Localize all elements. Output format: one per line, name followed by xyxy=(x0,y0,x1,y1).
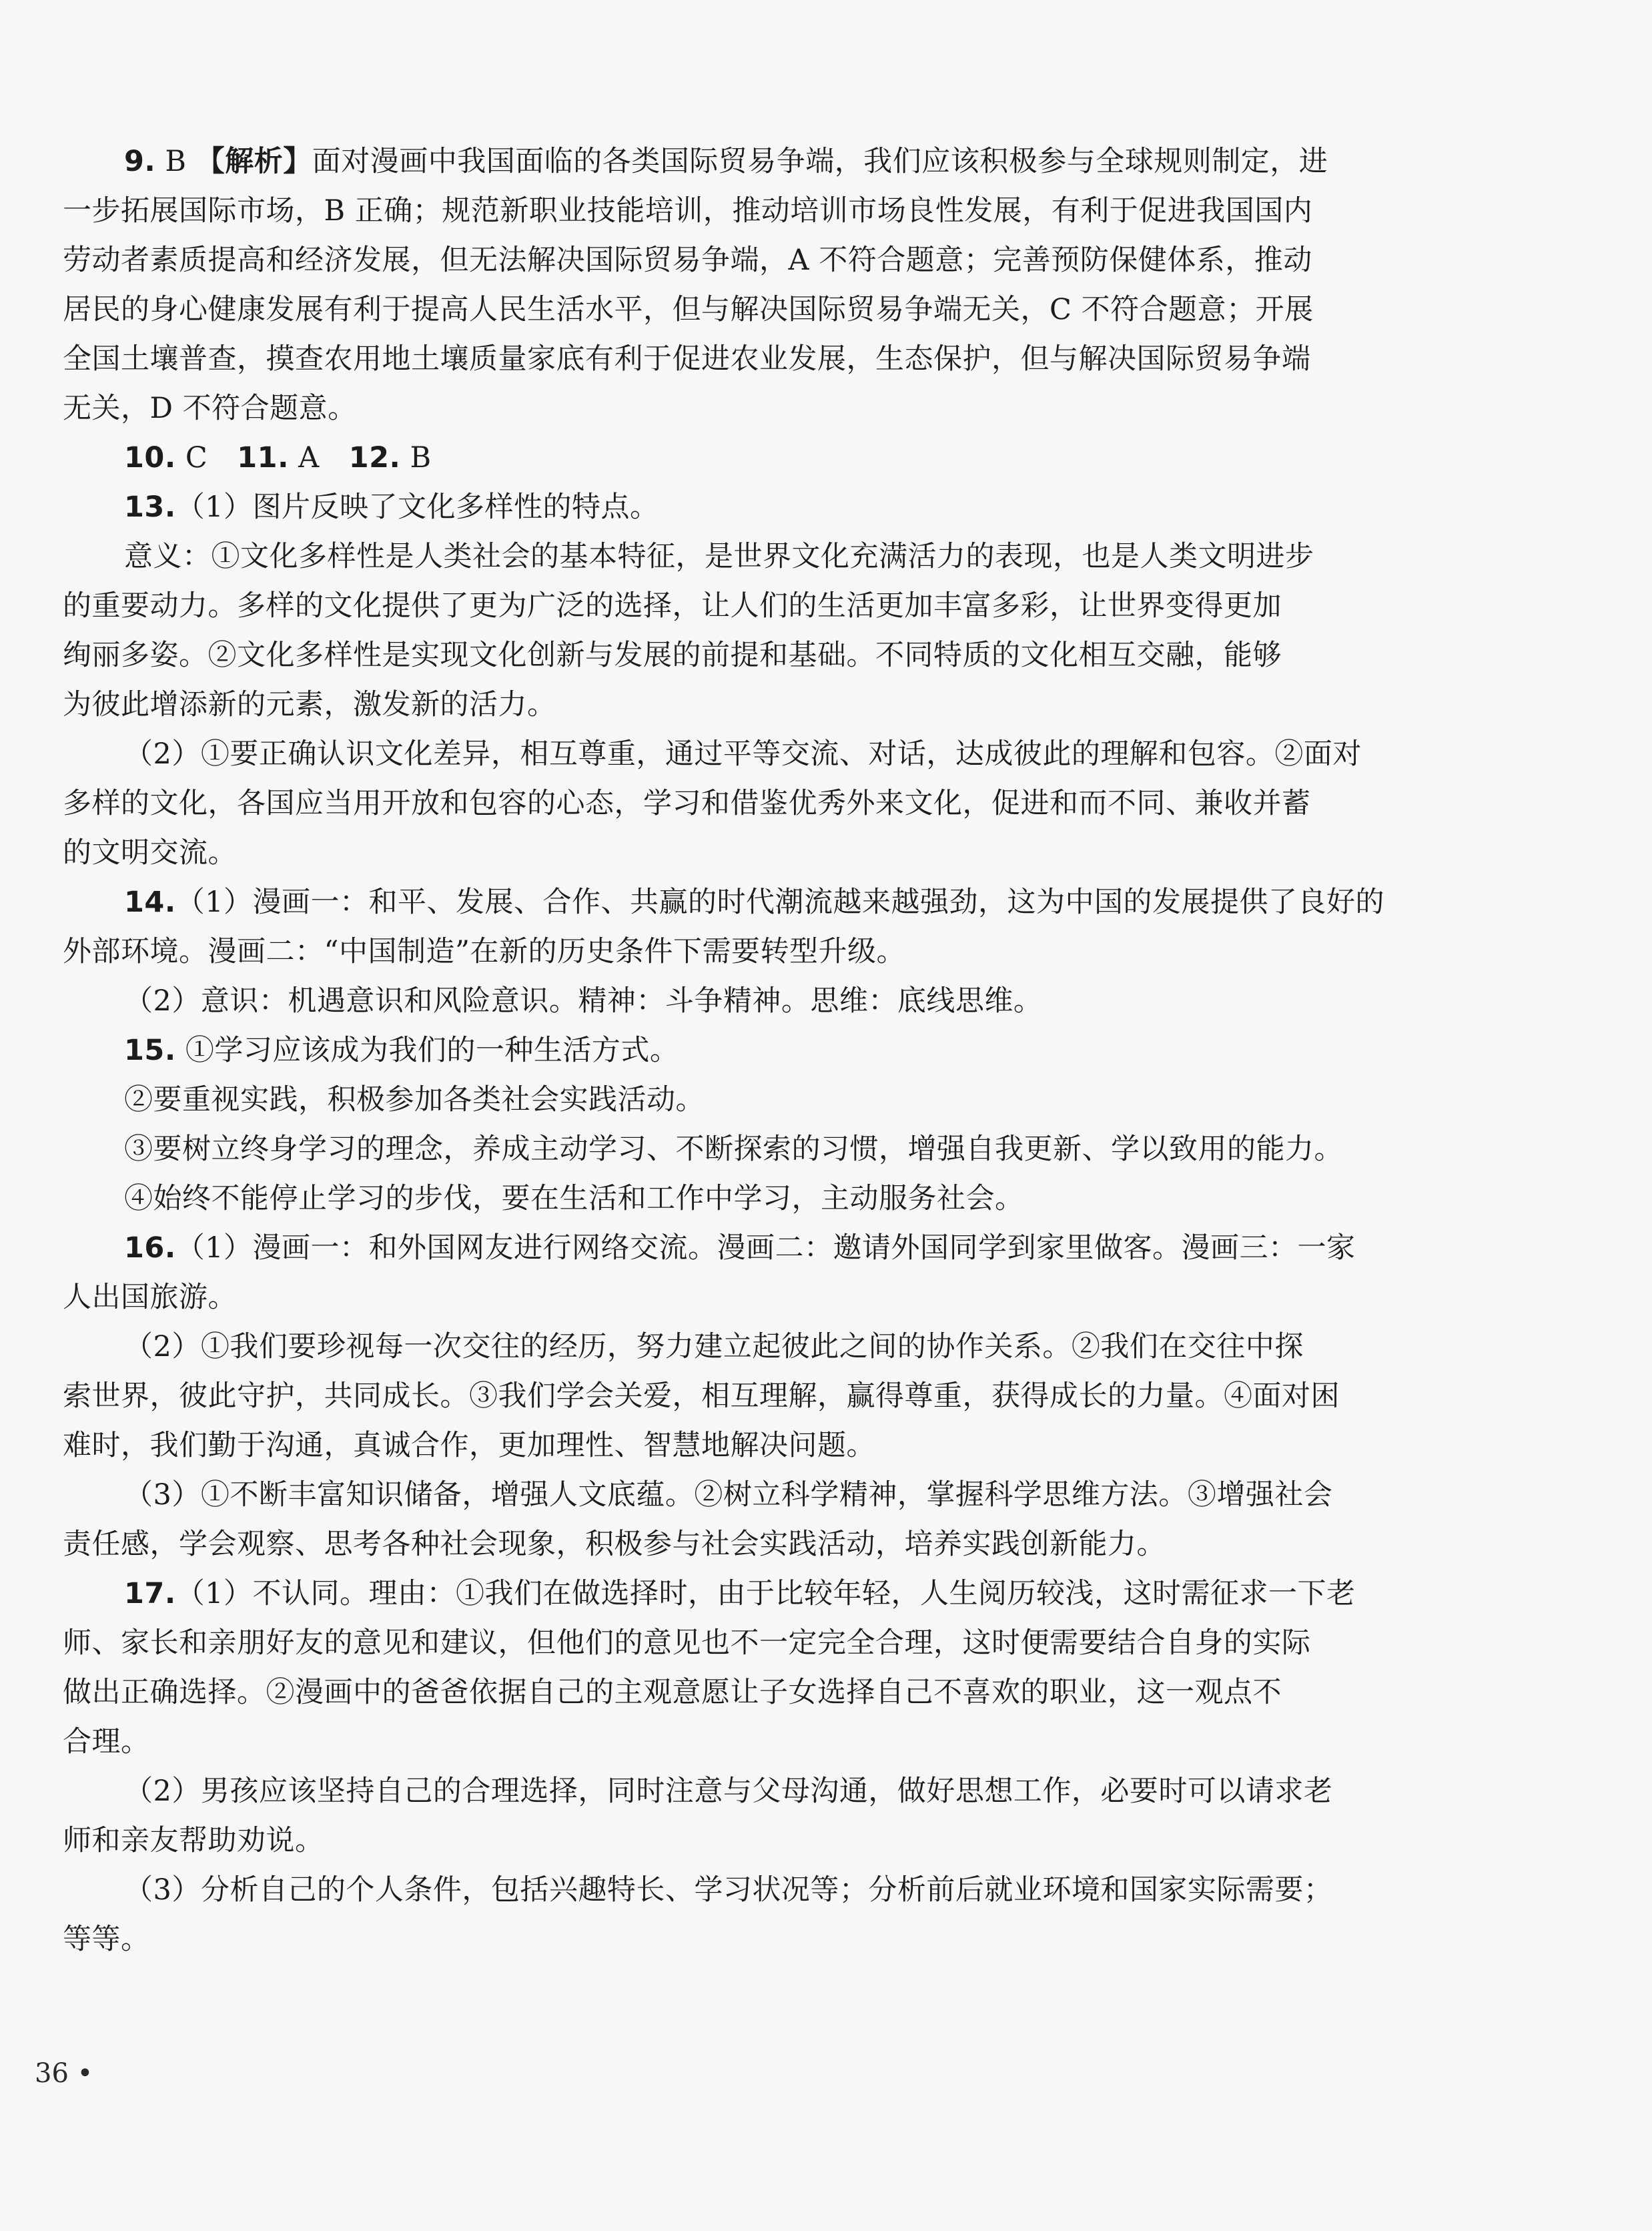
text-line xyxy=(63,729,1417,779)
answer-choice: A xyxy=(288,441,320,474)
text-line xyxy=(63,1816,1417,1865)
text-line xyxy=(63,236,1417,285)
line-text: 的重要动力。多样的文化提供了更为广泛的选择，让人们的生活更加丰富多彩，让世界变得更加 xyxy=(63,589,1282,623)
text-line xyxy=(63,384,1417,433)
line-text: （1）漫画一：和平、发展、合作、共赢的时代潮流越来越强劲，这为中国的发展提供了良好的 xyxy=(175,886,1385,919)
line-text: 合理。 xyxy=(63,1725,150,1759)
text-line xyxy=(63,1223,1417,1273)
line-text: 外部环境。漫画二：“中国制造”在新的历史条件下需要转型升级。 xyxy=(63,935,905,968)
text-line xyxy=(63,1618,1417,1668)
line-text: 人出国旅游。 xyxy=(63,1281,237,1314)
line-text: 绚丽多姿。②文化多样性是实现文化创新与发展的前提和基础。不同特质的文化相互交融，能够 xyxy=(63,639,1282,672)
line-text: 为彼此增添新的元素，激发新的活力。 xyxy=(63,688,556,721)
line-text: 一步拓展国际市场，B 正确；规范新职业技能培训，推动培训市场良性发展，有利于促进我国国内 xyxy=(63,194,1313,228)
line-text: （2）①我们要珍视每一次交往的经历，努力建立起彼此之间的协作关系。②我们在交往中探 xyxy=(124,1330,1304,1363)
text-line xyxy=(63,581,1417,631)
line-text: 多样的文化，各国应当用开放和包容的心态，学习和借鉴优秀外来文化，促进和而不同、兼收并蓄 xyxy=(63,787,1311,820)
line-text: 索世界，彼此守护，共同成长。③我们学会关爱，相互理解，赢得尊重，获得成长的力量。④面对困 xyxy=(63,1379,1340,1413)
line-text: 意义：①文化多样性是人类社会的基本特征，是世界文化充满活力的表现，也是人类文明进步 xyxy=(124,540,1314,573)
line-text: ②要重视实践，积极参加各类社会实践活动。 xyxy=(124,1083,705,1117)
line-text: 的文明交流。 xyxy=(63,836,237,870)
text-line xyxy=(63,680,1417,729)
line-text: （3）①不断丰富知识储备，增强人文底蕴。②树立科学精神，掌握科学思维方法。③增强社会 xyxy=(124,1478,1333,1512)
line-text: 等等。 xyxy=(63,1923,150,1956)
line-text: 师和亲友帮助劝说。 xyxy=(63,1824,324,1857)
line-text: （2）男孩应该坚持自己的合理选择，同时注意与父母沟通，做好思想工作，必要时可以请求老 xyxy=(124,1775,1333,1808)
text-line xyxy=(63,1273,1417,1322)
text-line xyxy=(63,1421,1417,1470)
question-number: 17. xyxy=(124,1577,176,1610)
text-line xyxy=(63,532,1417,581)
line-text: 难时，我们勤于沟通，真诚合作，更加理性、智慧地解决问题。 xyxy=(63,1429,875,1462)
question-number: 10. xyxy=(124,441,176,474)
question-number: 13. xyxy=(124,491,176,524)
question-number: 11. xyxy=(237,441,289,474)
text-line xyxy=(63,1668,1417,1717)
line-text: 做出正确选择。②漫画中的爸爸依据自己的主观意愿让子女选择自己不喜欢的职业，这一观点不 xyxy=(63,1676,1282,1709)
line-text: B 【解析】面对漫画中我国面临的各类国际贸易争端，我们应该积极参与全球规则制定，进 xyxy=(155,145,1328,178)
text-line xyxy=(63,1026,1417,1075)
text-line xyxy=(63,779,1417,828)
text-line xyxy=(63,1520,1417,1569)
text-line xyxy=(63,1322,1417,1371)
answer-choice: B xyxy=(400,441,432,474)
text-line xyxy=(63,285,1417,334)
line-text: （1）漫画一：和外国网友进行网络交流。漫画二：邀请外国同学到家里做客。漫画三：一家 xyxy=(175,1231,1356,1265)
line-text: ④始终不能停止学习的步伐，要在生活和工作中学习，主动服务社会。 xyxy=(124,1182,1024,1215)
question-number: 15. xyxy=(124,1034,176,1067)
text-line xyxy=(63,1174,1417,1223)
line-text: （1）不认同。理由：①我们在做选择时，由于比较年轻，人生阅历较浅，这时需征求一下老 xyxy=(175,1577,1356,1610)
text-line xyxy=(63,1865,1417,1915)
text-line xyxy=(63,1717,1417,1767)
line-text: 劳动者素质提高和经济发展，但无法解决国际贸易争端，A 不符合题意；完善预防保健体系，推动 xyxy=(63,244,1312,277)
text-line xyxy=(63,1767,1417,1816)
text-line xyxy=(63,137,1417,186)
text-line xyxy=(63,433,1417,483)
line-text: C xyxy=(175,441,208,474)
line-text: （1）图片反映了文化多样性的特点。 xyxy=(175,491,659,524)
answer-text-block xyxy=(63,137,1417,1964)
line-text: （2）意识：机遇意识和风险意识。精神：斗争精神。思维：底线思维。 xyxy=(124,984,1043,1018)
text-line xyxy=(63,483,1417,532)
analysis-tag: 【解析】 xyxy=(195,145,312,178)
line-text: 责任感，学会观察、思考各种社会现象，积极参与社会实践活动，培养实践创新能力。 xyxy=(63,1528,1166,1561)
line-text: 居民的身心健康发展有利于提高人民生活水平，但与解决国际贸易争端无关，C 不符合题意；开展 xyxy=(63,293,1314,326)
question-number: 12. xyxy=(348,441,401,474)
text-line xyxy=(63,878,1417,927)
text-line xyxy=(63,976,1417,1026)
text-line xyxy=(63,334,1417,384)
text-line xyxy=(63,631,1417,680)
question-number: 9. xyxy=(124,145,156,178)
question-number: 16. xyxy=(124,1231,176,1265)
text-line xyxy=(63,1075,1417,1125)
text-line xyxy=(63,1125,1417,1174)
question-number: 14. xyxy=(124,886,176,919)
text-line xyxy=(63,828,1417,878)
line-text: （3）分析自己的个人条件，包括兴趣特长、学习状况等；分析前后就业环境和国家实际需要； xyxy=(124,1873,1333,1907)
text-line xyxy=(63,186,1417,236)
line-text: ③要树立终身学习的理念，养成主动学习、不断探索的习惯，增强自我更新、学以致用的能力。 xyxy=(124,1133,1343,1166)
text-line xyxy=(63,1569,1417,1618)
page-number: 36 • xyxy=(35,2058,93,2089)
line-text: 无关，D 不符合题意。 xyxy=(63,392,357,425)
line-text: 师、家长和亲朋好友的意见和建议，但他们的意见也不一定完全合理，这时便需要结合自身的实际 xyxy=(63,1626,1311,1660)
line-text: （2）①要正确认识文化差异，相互尊重，通过平等交流、对话，达成彼此的理解和包容。②面对 xyxy=(124,737,1362,771)
text-line xyxy=(63,1371,1417,1421)
line-text: 全国土壤普查，摸查农用地土壤质量家底有利于促进农业发展，生态保护，但与解决国际贸易争端 xyxy=(63,342,1311,376)
line-text: ①学习应该成为我们的一种生活方式。 xyxy=(175,1034,679,1067)
text-line xyxy=(63,927,1417,976)
text-line xyxy=(63,1915,1417,1964)
text-line xyxy=(63,1470,1417,1520)
